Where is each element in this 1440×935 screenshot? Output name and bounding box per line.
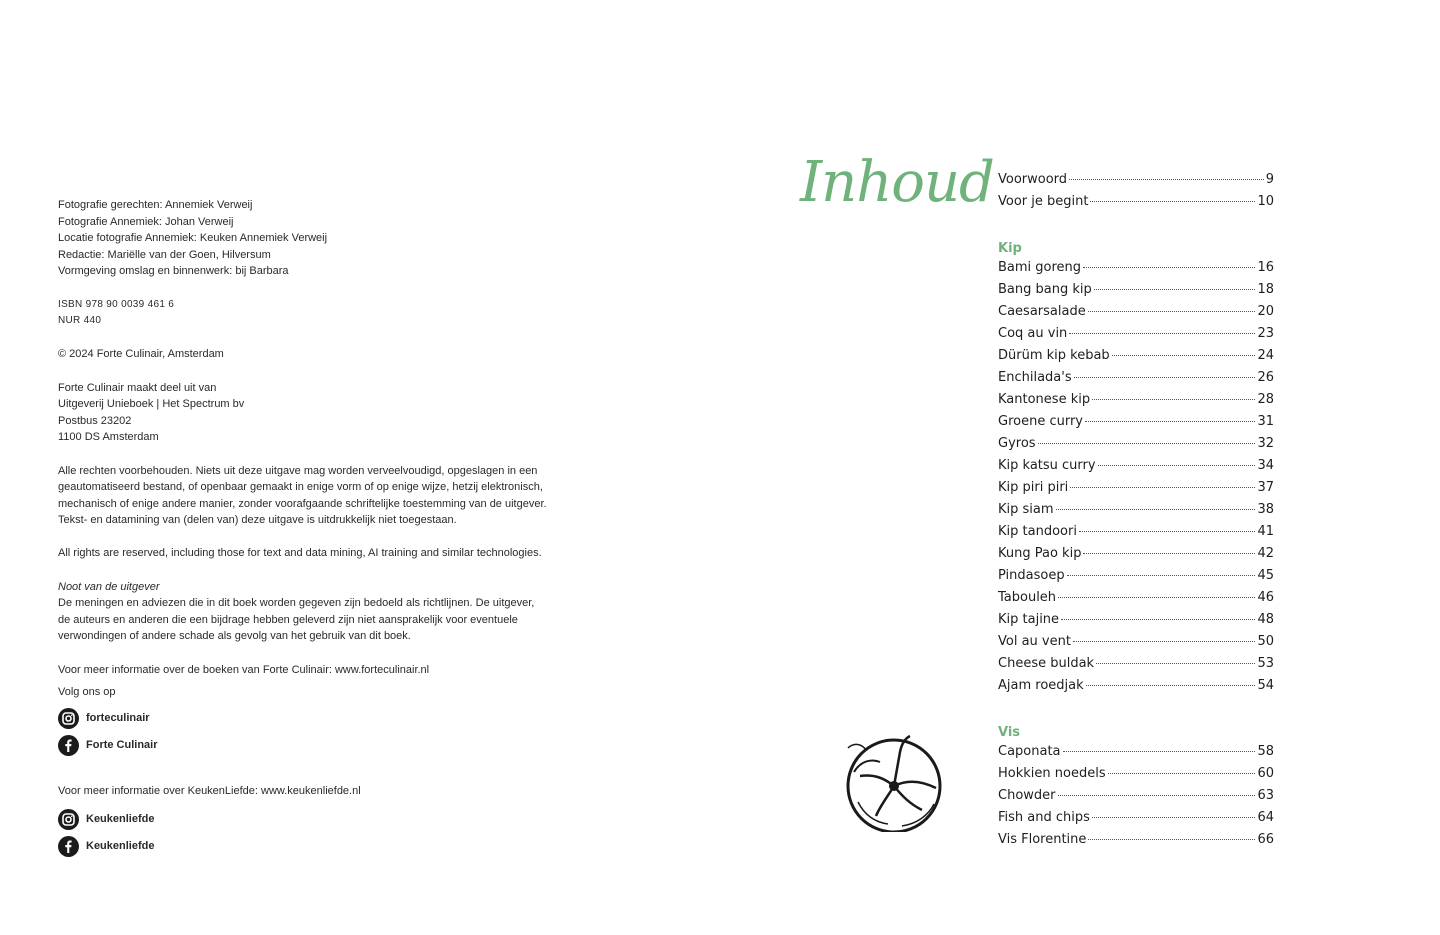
note-line: verwondingen of andere schade als gevolg van het gebruik van dit boek. <box>58 630 411 643</box>
dot-leader <box>1038 443 1256 444</box>
social-links-keukenliefde <box>58 806 598 860</box>
toc-entry[interactable] <box>998 260 1274 282</box>
dot-leader <box>1108 773 1256 774</box>
dot-leader <box>1090 201 1255 202</box>
toc-entry-title: Kip piri piri <box>998 480 1069 495</box>
toc-entry-page: 41 <box>1257 524 1274 539</box>
toc-entry[interactable] <box>998 546 1274 568</box>
address-line: Forte Culinair maakt deel uit van <box>58 381 217 394</box>
toc-entry-title: Kip tajine <box>998 612 1060 627</box>
toc-entry-title: Bami goreng <box>998 260 1082 275</box>
toc-entry-title: Voorwoord <box>998 172 1068 187</box>
toc-entry-title: Kip tandoori <box>998 524 1077 539</box>
publisher-note <box>58 595 598 645</box>
dot-leader <box>1058 795 1256 796</box>
toc-entry-page: 46 <box>1257 590 1274 605</box>
social-label: Keukenliefde <box>86 840 155 853</box>
credit-line: Fotografie Annemiek: Johan Verweij <box>58 215 234 228</box>
toc-entry-page: 20 <box>1257 304 1274 319</box>
toc-entry-page: 18 <box>1257 282 1274 297</box>
toc-entry[interactable] <box>998 744 1274 766</box>
toc-entry-title: Pindasoep <box>998 568 1065 583</box>
toc-entry-title: Kantonese kip <box>998 392 1091 407</box>
toc-entry[interactable] <box>998 832 1274 854</box>
rights-line: Tekst- en datamining van (delen van) deze uitgave is uitdrukkelijk niet toegestaan. <box>58 514 457 527</box>
toc-section-heading: Vis <box>998 725 1021 740</box>
toc-entry-page: 16 <box>1257 260 1274 275</box>
social-link-facebook[interactable] <box>58 732 598 759</box>
copyright: © 2024 Forte Culinair, Amsterdam <box>58 348 224 361</box>
instagram-icon <box>58 708 79 729</box>
credit-line: Vormgeving omslag en binnenwerk: bij Barbara <box>58 265 289 278</box>
dot-leader <box>1085 421 1255 422</box>
address-line: Postbus 23202 <box>58 414 132 427</box>
colophon <box>58 197 598 860</box>
dot-leader <box>1070 487 1255 488</box>
page-title: Inhoud <box>800 150 994 215</box>
social-link-facebook[interactable] <box>58 833 598 860</box>
toc-entry-page: 23 <box>1257 326 1274 341</box>
toc-entry[interactable] <box>998 326 1274 348</box>
social-link-instagram[interactable] <box>58 705 598 732</box>
dot-leader <box>1074 377 1256 378</box>
dot-leader <box>1112 355 1256 356</box>
dot-leader <box>1079 531 1256 532</box>
toc-entry-page: 32 <box>1257 436 1274 451</box>
dot-leader <box>1083 553 1255 554</box>
dot-leader <box>1061 619 1255 620</box>
toc-entry-page: 10 <box>1257 194 1274 209</box>
toc-entry-page: 9 <box>1265 172 1274 187</box>
toc-entry[interactable] <box>998 436 1274 458</box>
dot-leader <box>1094 289 1256 290</box>
credits-block <box>58 197 598 280</box>
toc-entry[interactable] <box>998 590 1274 612</box>
toc-entry-page: 60 <box>1257 766 1274 781</box>
tomato-illustration <box>840 732 952 832</box>
rights-line: mechanisch of enige andere manier, zonder voorafgaande schriftelijke toestemming van de uitgever. <box>58 497 547 510</box>
address-line: 1100 DS Amsterdam <box>58 431 159 444</box>
toc-entry-title: Vol au vent <box>998 634 1071 649</box>
toc-section-heading: Kip <box>998 241 1022 256</box>
toc-entry-page: 31 <box>1257 414 1274 429</box>
isbn: ISBN 978 90 0039 461 6 <box>58 298 175 310</box>
toc-entry-page: 58 <box>1257 744 1274 759</box>
toc-entry-page: 42 <box>1257 546 1274 561</box>
toc-entry[interactable] <box>998 502 1274 524</box>
toc-entry-page: 54 <box>1257 678 1274 693</box>
dot-leader <box>1056 509 1256 510</box>
toc-entry[interactable] <box>998 766 1274 788</box>
dot-leader <box>1083 267 1255 268</box>
more-info-keukenliefde: Voor meer informatie over KeukenLiefde: www.keukenliefde.nl <box>58 785 361 798</box>
toc-entry[interactable] <box>998 370 1274 392</box>
facebook-icon <box>58 735 79 756</box>
toc-entry-page: 38 <box>1257 502 1274 517</box>
dot-leader <box>1098 465 1256 466</box>
toc-entry-page: 66 <box>1257 832 1274 847</box>
toc-entry-page: 63 <box>1257 788 1274 803</box>
toc-entry[interactable] <box>998 634 1274 656</box>
dot-leader <box>1086 685 1256 686</box>
follow-label: Volg ons op <box>58 686 116 699</box>
credit-line: Locatie fotografie Annemiek: Keuken Annemiek Verweij <box>58 232 328 245</box>
toc-entry-title: Caesarsalade <box>998 304 1086 319</box>
toc-entry-page: 64 <box>1257 810 1274 825</box>
toc-entry-page: 34 <box>1257 458 1274 473</box>
toc-entry[interactable] <box>998 678 1274 700</box>
note-line: de auteurs en anderen die een bijdrage hebben geleverd zijn niet aansprakelijk voor eventuele <box>58 613 518 626</box>
toc-entry[interactable] <box>998 656 1274 678</box>
facebook-icon <box>58 836 79 857</box>
toc-entry-title: Chowder <box>998 788 1056 803</box>
credit-line: Redactie: Mariëlle van der Goen, Hilversum <box>58 248 271 261</box>
publisher-address <box>58 380 598 446</box>
toc-entry[interactable] <box>998 788 1274 810</box>
toc-entry-title: Cheese buldak <box>998 656 1095 671</box>
toc-entry-title: Dürüm kip kebab <box>998 348 1110 363</box>
note-line: De meningen en adviezen die in dit boek worden gegeven zijn bedoeld als richtlijnen. De uitgever, <box>58 597 535 610</box>
toc-entry-title: Ajam roedjak <box>998 678 1084 693</box>
toc-entry[interactable] <box>998 458 1274 480</box>
social-links-forte <box>58 705 598 759</box>
table-of-contents <box>998 172 1274 854</box>
social-link-instagram[interactable] <box>58 806 598 833</box>
toc-entry[interactable] <box>998 392 1274 414</box>
toc-entry-page: 45 <box>1257 568 1274 583</box>
dot-leader <box>1063 751 1256 752</box>
dot-leader <box>1067 575 1256 576</box>
toc-entry-page: 24 <box>1257 348 1274 363</box>
dot-leader <box>1058 597 1255 598</box>
toc-entry[interactable] <box>998 282 1274 304</box>
toc-entry[interactable] <box>998 414 1274 436</box>
toc-entry-page: 53 <box>1257 656 1274 671</box>
toc-entry-title: Groene curry <box>998 414 1083 429</box>
dot-leader <box>1088 839 1255 840</box>
dot-leader <box>1088 311 1256 312</box>
dot-leader <box>1069 179 1264 180</box>
rights-notice-en: All rights are reserved, including those for text and data mining, AI training and similar technologies. <box>58 547 542 560</box>
toc-entry-title: Fish and chips <box>998 810 1090 825</box>
toc-entry-page: 48 <box>1257 612 1274 627</box>
address-line: Uitgeverij Unieboek | Het Spectrum bv <box>58 398 245 411</box>
toc-entry[interactable] <box>998 304 1274 326</box>
toc-entry-title: Kip siam <box>998 502 1054 517</box>
more-info-forte: Voor meer informatie over de boeken van Forte Culinair: www.forteculinair.nl <box>58 663 430 676</box>
toc-entry[interactable] <box>998 568 1274 590</box>
toc-entry-title: Coq au vin <box>998 326 1068 341</box>
toc-entry[interactable] <box>998 172 1274 194</box>
dot-leader <box>1096 663 1255 664</box>
toc-entry-title: Vis Florentine <box>998 832 1087 847</box>
toc-entry[interactable] <box>998 612 1274 634</box>
toc-entry[interactable] <box>998 480 1274 502</box>
toc-entry-title: Gyros <box>998 436 1036 451</box>
toc-entry-page: 26 <box>1257 370 1274 385</box>
toc-entry-title: Tabouleh <box>998 590 1057 605</box>
toc-entry-title: Kung Pao kip <box>998 546 1082 561</box>
rights-notice-nl <box>58 463 598 529</box>
dot-leader <box>1092 817 1256 818</box>
toc-entry[interactable] <box>998 348 1274 370</box>
toc-entry-title: Voor je begint <box>998 194 1089 209</box>
toc-entry-title: Hokkien noedels <box>998 766 1106 781</box>
toc-entry-title: Bang bang kip <box>998 282 1092 297</box>
note-title: Noot van de uitgever <box>58 580 160 593</box>
social-label: Forte Culinair <box>86 739 158 752</box>
toc-entry-page: 37 <box>1257 480 1274 495</box>
instagram-icon <box>58 809 79 830</box>
toc-entry-title: Enchilada's <box>998 370 1072 385</box>
toc-entry-title: Caponata <box>998 744 1061 759</box>
social-label: forteculinair <box>86 712 150 725</box>
rights-line: Alle rechten voorbehouden. Niets uit deze uitgave mag worden verveelvoudigd, opgeslagen in een <box>58 464 538 477</box>
credit-line: Fotografie gerechten: Annemiek Verweij <box>58 199 253 211</box>
toc-entry[interactable] <box>998 810 1274 832</box>
rights-line: geautomatiseerd bestand, of openbaar gemaakt in enige vorm of op enige wijze, hetzij elektronisch, <box>58 481 543 494</box>
toc-entry-page: 28 <box>1257 392 1274 407</box>
dot-leader <box>1092 399 1255 400</box>
dot-leader <box>1073 641 1256 642</box>
social-label: Keukenliefde <box>86 813 155 826</box>
toc-entry[interactable] <box>998 524 1274 546</box>
nur: NUR 440 <box>58 315 102 327</box>
toc-entry[interactable] <box>998 194 1274 216</box>
toc-entry-title: Kip katsu curry <box>998 458 1096 473</box>
toc-entry-page: 50 <box>1257 634 1274 649</box>
dot-leader <box>1069 333 1255 334</box>
